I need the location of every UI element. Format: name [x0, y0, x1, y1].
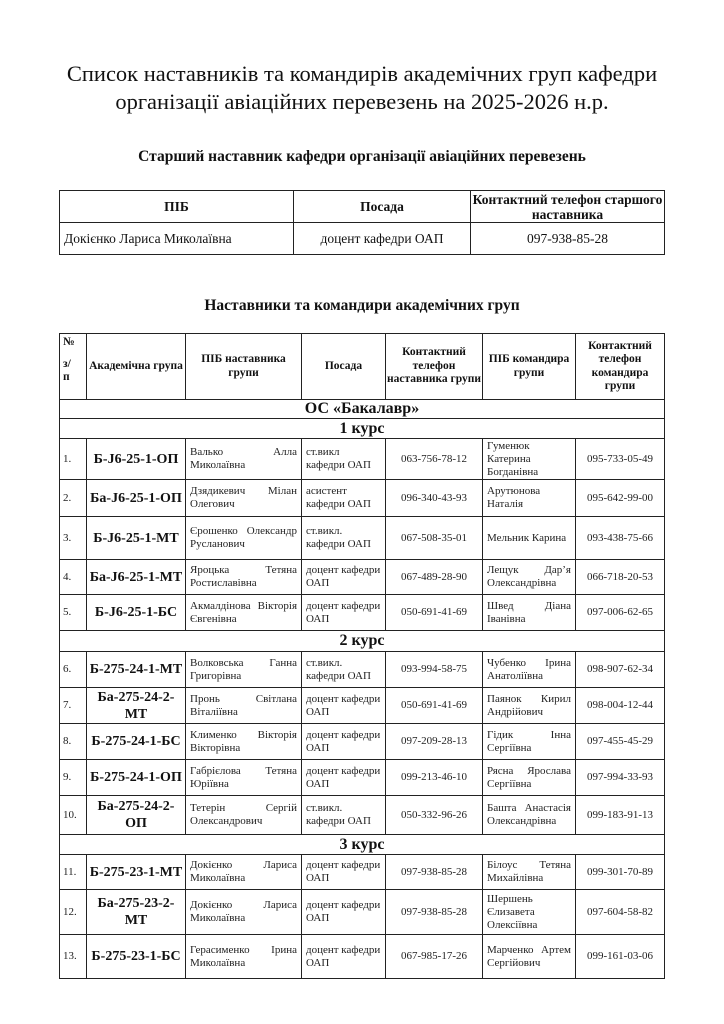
- commander-phone: 093-438-75-66: [576, 517, 665, 560]
- mentor-phone: 050-332-96-26: [386, 796, 483, 835]
- group-code: Б-J6-25-1-ОП: [87, 439, 186, 480]
- course-row: [60, 835, 665, 855]
- commander-phone: 099-183-91-13: [576, 796, 665, 835]
- header-pib: ПІБ: [60, 191, 294, 223]
- mentor-name: Пронь Світлана Віталіївна: [186, 688, 302, 724]
- senior-table-header-row: [60, 191, 665, 223]
- group-code: Б-J6-25-1-МТ: [87, 517, 186, 560]
- group-code: Б-275-23-1-МТ: [87, 855, 186, 890]
- group-code: Ба-275-24-2-ОП: [87, 796, 186, 835]
- mentor-position: доцент кафедри ОАП: [302, 688, 386, 724]
- commander-phone: 095-733-05-49: [576, 439, 665, 480]
- mentor-position: доцент кафедри ОАП: [302, 890, 386, 935]
- commander-name: Гуменюк Катерина Богданівна: [483, 439, 576, 480]
- groups-table: [59, 333, 665, 979]
- mentor-phone: 093-994-58-75: [386, 652, 483, 688]
- row-number: 7.: [60, 688, 87, 724]
- mentor-name: Єрошенко Олександр Русланович: [186, 517, 302, 560]
- senior-name: Докієнко Лариса Миколаївна: [60, 223, 294, 255]
- course-row: [60, 631, 665, 652]
- row-number: 8.: [60, 724, 87, 760]
- commander-name: Мельник Карина: [483, 517, 576, 560]
- header-position: Посада: [294, 191, 471, 223]
- row-number: 11.: [60, 855, 87, 890]
- mentor-phone: 097-938-85-28: [386, 855, 483, 890]
- senior-section-title: Старший наставник кафедри організації авіаційних перевезень: [138, 148, 586, 165]
- mentor-position: доцент кафедри ОАП: [302, 560, 386, 595]
- commander-name: Башта Анастасія Олександрівна: [483, 796, 576, 835]
- commander-phone: 097-006-62-65: [576, 595, 665, 631]
- commander-name: Білоус Тетяна Михайлівна: [483, 855, 576, 890]
- row-number: 1.: [60, 439, 87, 480]
- mentor-phone: 050-691-41-69: [386, 688, 483, 724]
- commander-phone: 066-718-20-53: [576, 560, 665, 595]
- row-number: 13.: [60, 935, 87, 979]
- group-code: Ба-J6-25-1-ОП: [87, 480, 186, 517]
- row-number: 6.: [60, 652, 87, 688]
- senior-mentor-table: [59, 190, 665, 255]
- header-number-line1: №: [63, 336, 75, 348]
- header-group: Академічна група: [87, 334, 186, 400]
- commander-name: Рясна Ярослава Сергіївна: [483, 760, 576, 796]
- commander-name: Гідик Інна Сергіївна: [483, 724, 576, 760]
- mentor-name: Докієнко Лариса Миколаївна: [186, 855, 302, 890]
- title-line-1: Список наставників та командирів академічних груп кафедри: [66, 61, 658, 86]
- group-code: Б-275-23-1-БС: [87, 935, 186, 979]
- table-row: [60, 688, 665, 724]
- header-mentor-phone: Контактний телефон наставника групи: [386, 334, 483, 400]
- table-row: [60, 890, 665, 935]
- header-commander: ПІБ командира групи: [483, 334, 576, 400]
- commander-phone: 097-994-33-93: [576, 760, 665, 796]
- group-code: Ба-J6-25-1-МТ: [87, 560, 186, 595]
- mentor-name: Докієнко Лариса Миколаївна: [186, 890, 302, 935]
- row-number: 10.: [60, 796, 87, 835]
- degree-row: [60, 400, 665, 419]
- table-row: [60, 855, 665, 890]
- mentor-name: Габрієлова Тетяна Юріївна: [186, 760, 302, 796]
- table-row: [60, 480, 665, 517]
- course-row: [60, 419, 665, 439]
- mentor-phone: 097-938-85-28: [386, 890, 483, 935]
- mentor-name: Дзядикевич Мілан Олегович: [186, 480, 302, 517]
- row-number: 4.: [60, 560, 87, 595]
- title-line-2: організації авіаційних перевезень на 2025-2026 н.р.: [115, 89, 609, 114]
- commander-name: Лещук Дар’я Олександрівна: [483, 560, 576, 595]
- senior-phone: 097-938-85-28: [471, 223, 665, 255]
- degree-label: ОС «Бакалавр»: [60, 400, 665, 419]
- table-row: [60, 517, 665, 560]
- header-number-line2: з/: [63, 357, 71, 370]
- mentor-phone: 099-213-46-10: [386, 760, 483, 796]
- row-number: 12.: [60, 890, 87, 935]
- table-row: [60, 595, 665, 631]
- group-code: Б-275-24-1-ОП: [87, 760, 186, 796]
- group-code: Б-J6-25-1-БС: [87, 595, 186, 631]
- group-code: Б-275-24-1-БС: [87, 724, 186, 760]
- header-mentor: ПІБ наставника групи: [186, 334, 302, 400]
- commander-name: Швед Діана Іванівна: [483, 595, 576, 631]
- table-row: [60, 560, 665, 595]
- mentor-name: Клименко Вікторія Вікторівна: [186, 724, 302, 760]
- table-row: [60, 652, 665, 688]
- groups-section-title: Наставники та командири академічних груп: [204, 297, 520, 314]
- table-row: [60, 796, 665, 835]
- mentor-position: ст.викл кафедри ОАП: [302, 439, 386, 480]
- mentor-name: Акмалдінова Вікторія Євгенівна: [186, 595, 302, 631]
- mentor-name: Тетерін Сергій Олександрович: [186, 796, 302, 835]
- commander-phone: 098-907-62-34: [576, 652, 665, 688]
- mentor-name: Волковська Ганна Григорівна: [186, 652, 302, 688]
- senior-table-row: [60, 223, 665, 255]
- table-row: [60, 439, 665, 480]
- commander-name: Чубенко Ірина Анатоліївна: [483, 652, 576, 688]
- row-number: 2.: [60, 480, 87, 517]
- commander-name: Паянок Кирил Андрійович: [483, 688, 576, 724]
- commander-name: Марченко Артем Сергійович: [483, 935, 576, 979]
- header-phone: Контактний телефон старшого наставника: [471, 191, 665, 223]
- mentor-position: доцент кафедри ОАП: [302, 724, 386, 760]
- course-label: 2 курс: [60, 631, 665, 652]
- mentor-position: доцент кафедри ОАП: [302, 760, 386, 796]
- commander-phone: 097-604-58-82: [576, 890, 665, 935]
- row-number: 3.: [60, 517, 87, 560]
- mentor-name: Герасименко Ірина Миколаївна: [186, 935, 302, 979]
- row-number: 5.: [60, 595, 87, 631]
- table-row: [60, 724, 665, 760]
- group-code: Ба-275-23-2-МТ: [87, 890, 186, 935]
- course-label: 1 курс: [60, 419, 665, 439]
- mentor-phone: 067-985-17-26: [386, 935, 483, 979]
- group-code: Б-275-24-1-МТ: [87, 652, 186, 688]
- commander-phone: 099-161-03-06: [576, 935, 665, 979]
- commander-phone: 098-004-12-44: [576, 688, 665, 724]
- senior-position: доцент кафедри ОАП: [294, 223, 471, 255]
- table-row: [60, 760, 665, 796]
- header-commander-phone: Контактний телефон командира групи: [576, 334, 665, 400]
- commander-phone: 097-455-45-29: [576, 724, 665, 760]
- mentor-position: ст.викл. кафедри ОАП: [302, 517, 386, 560]
- table-row: [60, 935, 665, 979]
- mentor-position: доцент кафедри ОАП: [302, 855, 386, 890]
- mentor-phone: 067-489-28-90: [386, 560, 483, 595]
- mentor-phone: 097-209-28-13: [386, 724, 483, 760]
- row-number: 9.: [60, 760, 87, 796]
- mentor-phone: 050-691-41-69: [386, 595, 483, 631]
- mentor-name: Яроцька Тетяна Ростиславівна: [186, 560, 302, 595]
- mentor-position: асистент кафедри ОАП: [302, 480, 386, 517]
- group-code: Ба-275-24-2-МТ: [87, 688, 186, 724]
- mentor-position: доцент кафедри ОАП: [302, 935, 386, 979]
- mentor-phone: 067-508-35-01: [386, 517, 483, 560]
- mentor-position: ст.викл. кафедри ОАП: [302, 796, 386, 835]
- mentor-position: доцент кафедри ОАП: [302, 595, 386, 631]
- commander-phone: 095-642-99-00: [576, 480, 665, 517]
- document-title: [40, 60, 684, 116]
- commander-name: Шершень Єлизавета Олексіївна: [483, 890, 576, 935]
- mentor-phone: 063-756-78-12: [386, 439, 483, 480]
- groups-table-header-row: [60, 334, 665, 400]
- header-number-line3: п: [63, 371, 70, 383]
- commander-name: Арутюнова Наталія: [483, 480, 576, 517]
- mentor-name: Валько Алла Миколаївна: [186, 439, 302, 480]
- header-number: [60, 334, 87, 400]
- course-label: 3 курс: [60, 835, 665, 855]
- mentor-position: ст.викл. кафедри ОАП: [302, 652, 386, 688]
- header-position: Посада: [302, 334, 386, 400]
- mentor-phone: 096-340-43-93: [386, 480, 483, 517]
- commander-phone: 099-301-70-89: [576, 855, 665, 890]
